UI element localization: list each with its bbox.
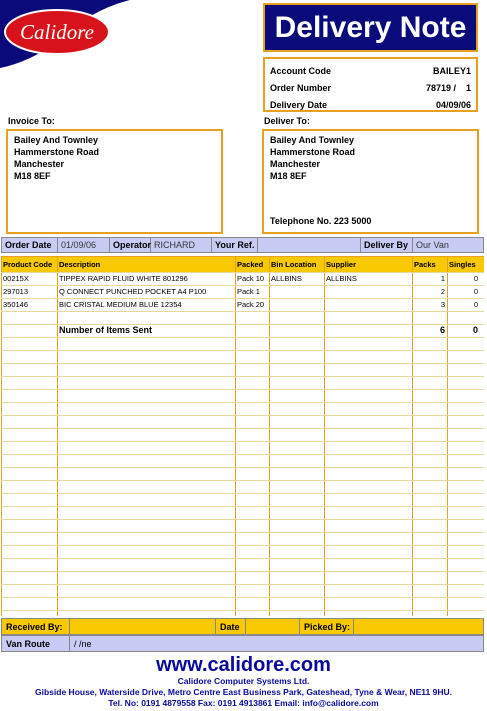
delivery-line: Bailey And Townley <box>270 135 355 145</box>
table-cell-code: 00215X <box>3 274 29 283</box>
account-code-value: BAILEY1 <box>432 65 471 76</box>
date-field[interactable] <box>246 619 300 634</box>
your-ref-label: Your Ref. <box>212 238 258 252</box>
deliver-by-label: Deliver By <box>361 238 413 252</box>
table-cell-packs: 2 <box>440 287 445 296</box>
header-description: Description <box>59 259 101 269</box>
invoice-line: Bailey And Townley <box>14 135 99 145</box>
order-number-value: 78719 / 1 <box>425 82 471 93</box>
picked-by-field[interactable] <box>354 619 483 634</box>
header-singles: Singles <box>449 259 476 269</box>
deliver-by-value: Our Van <box>416 240 449 250</box>
logo-text: Calidore <box>20 20 94 44</box>
items-table <box>1 256 484 616</box>
page-title: Delivery Note <box>263 3 478 52</box>
your-ref-value <box>258 238 361 252</box>
table-cell-supplier: ALLBINS <box>326 274 357 283</box>
header-product-code: Product Code <box>3 259 53 269</box>
table-cell-code: 350146 <box>3 300 29 309</box>
van-route-row <box>1 635 484 652</box>
order-date-value: 01/09/06 <box>58 238 110 252</box>
date-label: Date <box>216 619 246 634</box>
total-packs: 6 <box>439 324 445 335</box>
company-contact: Tel. No: 0191 4879558 Fax: 0191 4913861 Email: info@calidore.com <box>108 698 379 708</box>
received-row <box>1 618 484 635</box>
website-url[interactable]: www.calidore.com <box>156 654 331 676</box>
table-cell-supplier <box>326 285 412 298</box>
table-cell-packed: Pack 20 <box>237 300 265 309</box>
table-cell-description: BIC CRISTAL MEDIUM BLUE 12354 <box>59 300 182 309</box>
table-cell-bin <box>271 298 324 311</box>
received-by-label: Received By: <box>2 619 70 634</box>
company-name: Calidore Computer Systems Ltd. <box>177 676 310 686</box>
account-code-label: Account Code <box>270 65 332 76</box>
delivery-line: M18 8EF <box>270 171 307 181</box>
header-bin-location: Bin Location <box>271 259 317 269</box>
invoice-to-label: Invoice To: <box>8 116 55 126</box>
table-cell-bin <box>271 285 324 298</box>
delivery-date-value: 04/09/06 <box>435 99 471 110</box>
delivery-address-box <box>262 129 479 234</box>
table-cell-singles: 0 <box>473 300 478 309</box>
table-cell-bin: ALLBINS <box>271 274 302 283</box>
table-cell-supplier <box>326 298 412 311</box>
operator-label: Operator <box>110 238 151 252</box>
order-info-box <box>263 57 478 112</box>
picked-by-label: Picked By: <box>300 619 354 634</box>
table-cell-singles: 0 <box>473 274 478 283</box>
order-details-bar <box>1 237 484 253</box>
deliver-to-label: Deliver To: <box>264 116 310 126</box>
total-label: Number of Items Sent <box>59 324 153 335</box>
table-cell-packed: Pack 10 <box>237 274 265 283</box>
invoice-line: Hammerstone Road <box>14 147 100 157</box>
table-cell-packs: 3 <box>440 300 445 309</box>
table-cell-packs: 1 <box>440 274 445 283</box>
operator-value: RICHARD <box>151 238 212 252</box>
table-cell-description: TIPPEX RAPID FLUID WHITE 801296 <box>59 274 188 283</box>
header-supplier: Supplier <box>326 259 357 269</box>
delivery-line: Manchester <box>270 159 321 169</box>
total-singles: 0 <box>472 324 478 335</box>
van-route-label: Van Route <box>2 636 70 651</box>
calidore-logo <box>0 0 130 70</box>
table-cell-description: Q CONNECT PUNCHED POCKET A4 P100 <box>59 287 207 296</box>
order-number-label: Order Number <box>270 82 332 93</box>
company-address: Gibside House, Waterside Drive, Metro Centre East Business Park, Gateshead, Tyne & Wear, NE11 9HU. <box>35 687 452 697</box>
van-route-value: / /ne <box>74 638 92 649</box>
order-date-label: Order Date <box>2 238 58 252</box>
header-packed: Packed <box>237 259 264 269</box>
invoice-line: M18 8EF <box>14 171 51 181</box>
delivery-date-label: Delivery Date <box>270 99 328 110</box>
company-footer <box>0 654 487 709</box>
delivery-line: Hammerstone Road <box>270 147 356 157</box>
received-by-field[interactable] <box>70 619 216 634</box>
invoice-address-box <box>6 129 223 234</box>
table-cell-packed: Pack 1 <box>237 287 260 296</box>
table-cell-code: 297013 <box>3 287 29 296</box>
header-packs: Packs <box>414 259 436 269</box>
table-cell-singles: 0 <box>473 287 478 296</box>
invoice-line: Manchester <box>14 159 65 169</box>
delivery-telephone: Telephone No. 223 5000 <box>270 216 372 226</box>
